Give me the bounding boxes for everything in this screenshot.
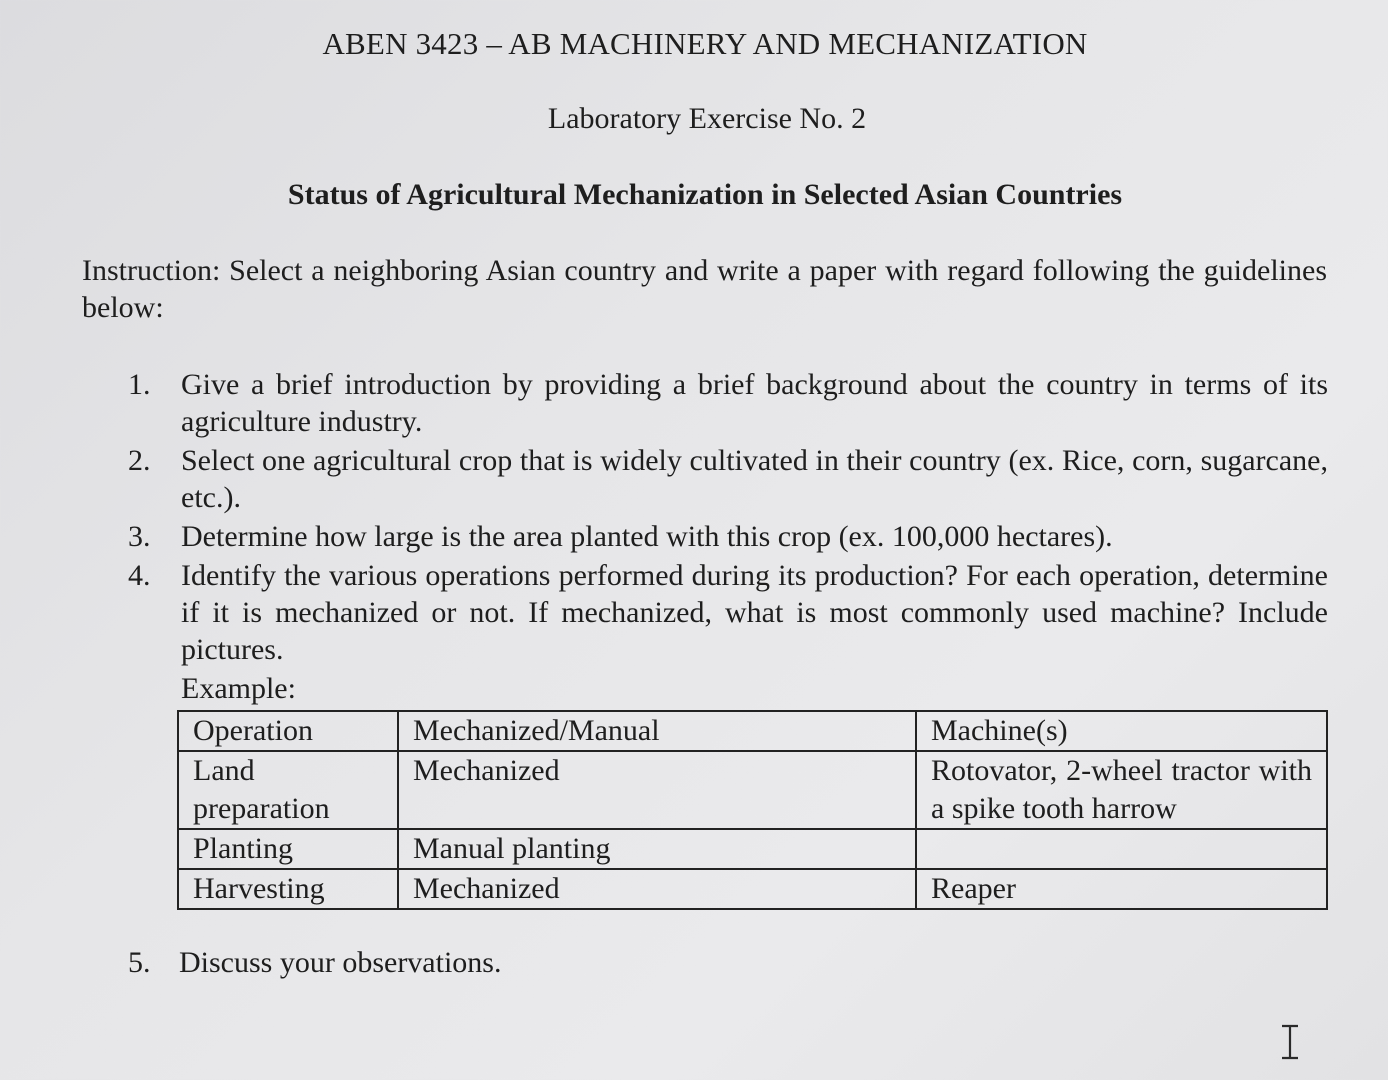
example-table xyxy=(177,710,1328,910)
table-cell: Reaper xyxy=(916,869,1327,909)
table-header-cell: Mechanized/Manual xyxy=(398,711,916,751)
course-title: ABEN 3423 – AB MACHINERY AND MECHANIZATION xyxy=(322,26,1088,61)
list-item-number: 2. xyxy=(128,444,151,477)
list-item-number: 1. xyxy=(128,368,151,401)
table-header-cell: Machine(s) xyxy=(916,711,1327,751)
list-item-text: Determine how large is the area planted with this crop (ex. 100,000 hectares). xyxy=(181,520,1113,553)
list-item-number: 4. xyxy=(128,559,151,592)
example-label: Example: xyxy=(181,672,296,705)
list-item-number: 5. xyxy=(128,946,151,979)
table-header-row xyxy=(178,711,1327,751)
table-cell: Land preparation xyxy=(178,751,398,829)
table-row xyxy=(178,751,1327,829)
table-cell xyxy=(916,829,1327,869)
lab-exercise-number: Laboratory Exercise No. 2 xyxy=(547,102,867,135)
list-item-text: Identify the various operations performed during its production? For each operation, determine if it is mechanized or not. If mechanized, what is most commonly used machine? Include pictures. xyxy=(181,559,1328,666)
table-cell: Manual planting xyxy=(398,829,916,869)
list-item xyxy=(128,442,1328,516)
text-cursor-icon xyxy=(1278,1024,1302,1060)
instruction-text: Instruction: Select a neighboring Asian country and write a paper with regard following the guidelines below: xyxy=(82,254,1327,324)
table-header-cell: Operation xyxy=(178,711,398,751)
table-cell: Rotovator, 2-wheel tractor with a spike tooth harrow xyxy=(916,751,1327,829)
list-item xyxy=(128,557,1328,668)
exercise-topic: Status of Agricultural Mechanization in Selected Asian Countries xyxy=(287,178,1123,211)
table-cell: Planting xyxy=(178,829,398,869)
list-item-text: Discuss your observations. xyxy=(179,946,502,979)
table-row xyxy=(178,869,1327,909)
list-item xyxy=(128,518,1328,555)
list-item-text: Select one agricultural crop that is widely cultivated in their country (ex. Rice, corn, sugarcane, etc.). xyxy=(181,444,1328,514)
table-row xyxy=(178,829,1327,869)
guidelines-list xyxy=(128,366,1328,670)
final-list-item xyxy=(128,946,501,980)
list-item-text: Give a brief introduction by providing a brief background about the country in terms of its agriculture industry. xyxy=(181,368,1328,438)
table-cell: Mechanized xyxy=(398,751,916,829)
list-item-number: 3. xyxy=(128,520,151,553)
table-cell: Mechanized xyxy=(398,869,916,909)
table-cell: Harvesting xyxy=(178,869,398,909)
list-item xyxy=(128,366,1328,440)
